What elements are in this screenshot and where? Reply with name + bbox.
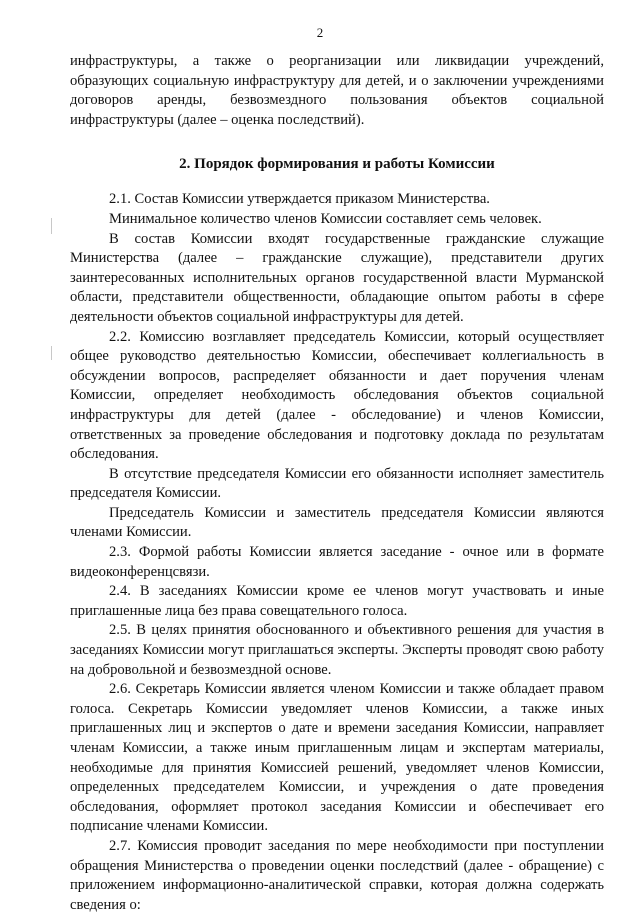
- paragraph-2-2: 2.2. Комиссию возглавляет председатель Комиссии, который осуществляет общее руководство деятельностью Комиссии, обеспечивает коллегиальность в обсуждении вопросов, распределяет обязанности и дает поручения членам Комиссии, определяет необходимость обследования объектов социальной инфраструктуры для детей (далее - обследование) и членов Комиссии, ответственных за проведение обследования и подготовку доклада по результатам обследования.: [70, 328, 604, 463]
- scan-edge-mark: [51, 218, 52, 234]
- paragraph-2-7: 2.7. Комиссия проводит заседания по мере необходимости при поступлении обращения Министерства о проведении оценки последствий (далее - обращение) с приложением информационно-аналитической справки, которая должна содержать сведения о:: [70, 837, 604, 913]
- paragraph-2-6: 2.6. Секретарь Комиссии является членом Комиссии и также обладает правом голоса. Секретарь Комиссии уведомляет членов Комиссии, а также иных приглашенных лиц и экспертов о дате и времени заседания Комиссии, направляет членам Комиссии, а также иным приглашенным лицам и экспертам материалы, необходимые для принятия Комиссией решений, уведомляет членов Комиссии, определенных председателем Комиссии, и учреждения о дате проведения обследования, оформляет протокол заседания Комиссии и обеспечивает его подписание членами Комиссии.: [70, 681, 604, 835]
- document-body: [70, 52, 604, 915]
- scan-edge-mark: [51, 346, 52, 360]
- paragraph-2-3: 2.3. Формой работы Комиссии является заседание - очное или в формате видеоконференцсвязи.: [70, 544, 604, 580]
- paragraph-deputy: В отсутствие председателя Комиссии его обязанности исполняет заместитель председателя Комиссии.: [70, 465, 604, 502]
- paragraph-2-5: 2.5. В целях принятия обоснованного и объективного решения для участия в заседаниях Комиссии могут приглашаться эксперты. Эксперты проводят свою работу на добровольной и безвозмездной основе.: [70, 622, 604, 678]
- paragraph-composition: В состав Комиссии входят государственные гражданские служащие Министерства (далее – гражданские служащие), представители других заинтересованных исполнительных органов государственной власти Мурманской области, представители общественности, обладающие опытом работы в сфере деятельности объектов социальной инфраструктуры для детей.: [70, 230, 604, 325]
- paragraph-2-4: 2.4. В заседаниях Комиссии кроме ее членов могут участвовать и иные приглашенные лица без права совещательного голоса.: [70, 583, 604, 619]
- paragraph-chair-members: Председатель Комиссии и заместитель председателя Комиссии являются членами Комиссии.: [70, 504, 604, 541]
- paragraph-2-1: 2.1. Состав Комиссии утверждается приказом Министерства.: [109, 191, 490, 208]
- section-heading: 2. Порядок формирования и работы Комиссии: [179, 156, 495, 173]
- paragraph-min-members: Минимальное количество членов Комиссии составляет семь человек.: [109, 210, 542, 227]
- page-number: 2: [316, 25, 324, 40]
- intro-paragraph: инфраструктуры, а также о реорганизации или ликвидации учреждений, образующих социальную инфраструктуру для детей, и о заключении учреждениями договоров аренды, безвозмездного пользования объектов социальной инфраструктуры (далее – оценка последствий).: [70, 53, 604, 128]
